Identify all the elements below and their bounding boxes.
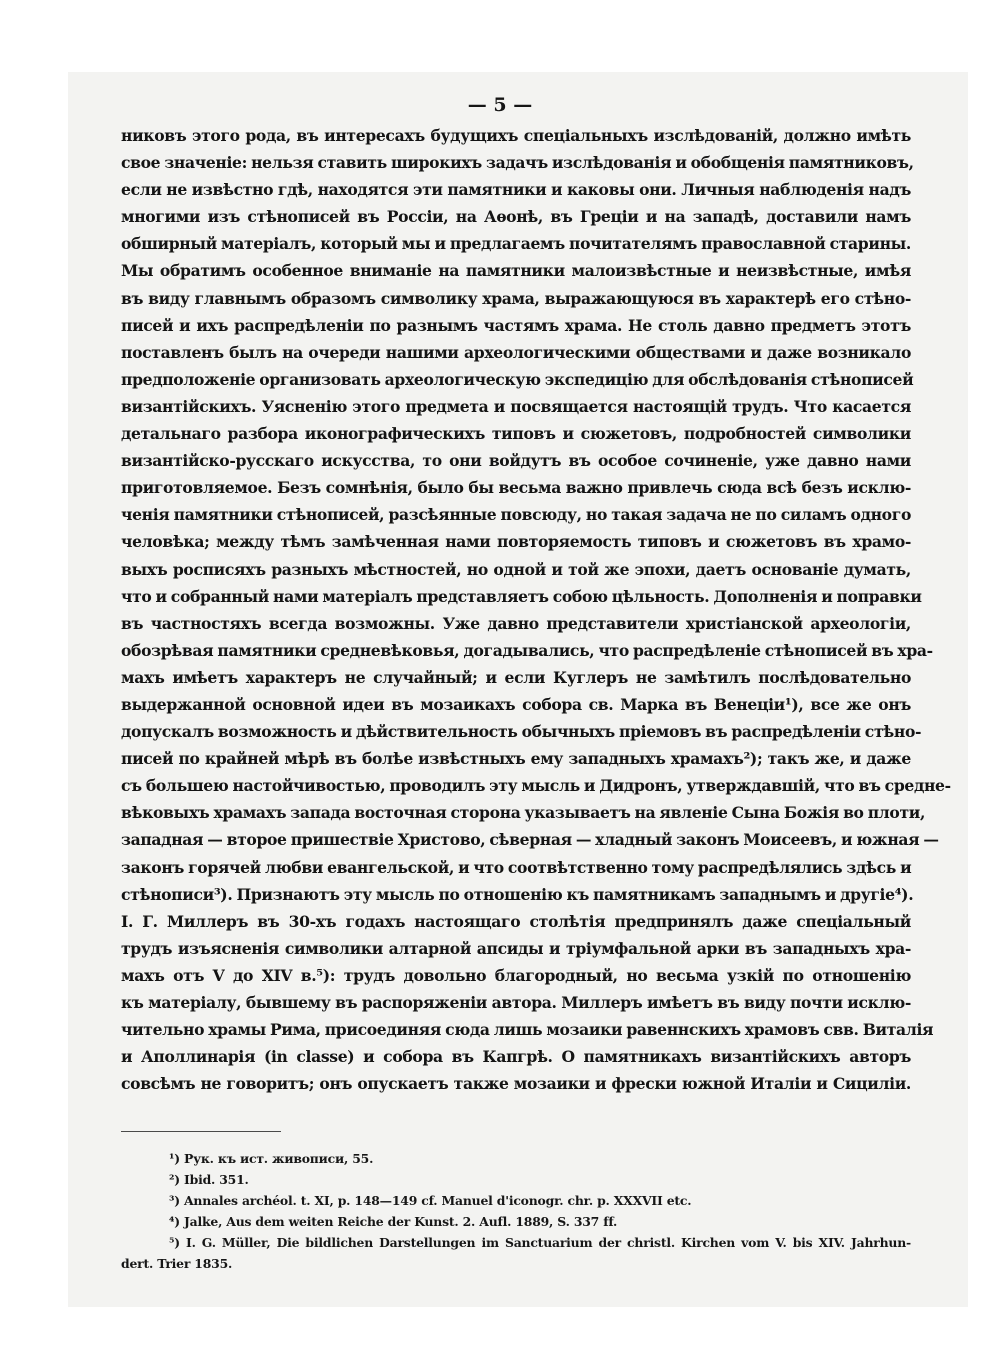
text-line-24: писей по крайней мѣрѣ въ болѣе извѣстныхъ ему западныхъ храмахъ²); такъ же, и даже bbox=[121, 749, 911, 769]
text-line-29: стѣнописи³). Признаютъ эту мысль по отношенію къ памятникамъ западнымъ и другіе⁴). bbox=[121, 884, 914, 904]
footnote-5: ⁵) I. G. Müller, Die bildlichen Darstellungen im Sanctuarium der christl. Kirchen vom V. bis XIV. Jahrhun- bbox=[169, 1235, 911, 1250]
footnote-4: ⁴) Jalke, Aus dem weiten Reiche der Kunst. 2. Aufl. 1889, S. 337 ff. bbox=[169, 1214, 618, 1229]
text-line-6: Мы обратимъ особенное вниманіе на памятники малоизвѣстные и неизвѣстные, имѣя bbox=[121, 261, 911, 281]
footnote-1: ¹) Рук. къ ист. живописи, 55. bbox=[169, 1151, 374, 1166]
text-line-14: приготовляемое. Безъ сомнѣнія, было бы весьма важно привлечь сюда всѣ безъ исклю- bbox=[121, 478, 911, 498]
text-line-13: византійско-русскаго искусства, то они войдутъ въ особое сочиненіе, уже давно нами bbox=[121, 451, 911, 471]
text-line-16: человѣка; между тѣмъ замѣченная нами повторяемость типовъ и сюжетовъ въ храмо- bbox=[121, 532, 911, 552]
text-line-18: что и собранный нами матеріалъ представляетъ собою цѣльность. Дополненія и поправки bbox=[121, 586, 922, 606]
text-line-9: поставленъ былъ на очереди нашими археологическими обществами и даже возникало bbox=[121, 342, 911, 362]
text-line-36: совсѣмъ не говоритъ; онъ опускаетъ также мозаики и фрески южной Италіи и Сициліи. bbox=[121, 1074, 911, 1094]
text-line-33: къ матеріалу, бывшему въ распоряженіи автора. Миллеръ имѣетъ въ виду почти исклю- bbox=[121, 993, 911, 1012]
text-line-31: трудъ изъясненія символики алтарной апсиды и тріумфальной арки въ западныхъ хра- bbox=[121, 938, 911, 958]
text-line-17: выхъ росписяхъ разныхъ мѣстностей, но одной и той же эпохи, даетъ основаніе думать, bbox=[121, 559, 911, 579]
text-line-32: махъ отъ V до XIV в.⁵): трудъ довольно благородный, но весьма узкій по отношенію bbox=[121, 965, 911, 985]
footnote-3: ³) Annales archéol. t. XI, p. 148—149 cf. Manuel d'iconogr. chr. p. XXXVII etc. bbox=[169, 1193, 692, 1208]
text-line-25: съ большею настойчивостью, проводилъ эту мысль и Дидронъ, утверждавшій, что въ средне- bbox=[121, 776, 951, 796]
text-line-26: вѣковыхъ храмахъ запада восточная сторона указываетъ на явленіе Сына Божія во плоти, bbox=[121, 803, 926, 823]
footnote-2: ²) Ibid. 351. bbox=[169, 1172, 249, 1187]
text-line-20: обозрѣвая памятники средневѣковья, догадывались, что распредѣленіе стѣнописей въ хра- bbox=[121, 640, 933, 660]
footnotes bbox=[121, 1148, 911, 1274]
text-line-4: многими изъ стѣнописей въ Россіи, на Аѳонѣ, въ Греціи и на западѣ, доставили намъ bbox=[121, 207, 911, 227]
text-line-3: если не извѣстно гдѣ, находятся эти памятники и каковы они. Личныя наблюденія надъ bbox=[121, 180, 911, 200]
text-line-11: византійскихъ. Уясненію этого предмета и посвящается настоящій трудъ. Что касается bbox=[121, 396, 911, 416]
text-line-12: детальнаго разбора иконографическихъ типовъ и сюжетовъ, подробностей символики bbox=[121, 424, 911, 444]
text-line-5: обширный матеріалъ, который мы и предлагаемъ почитателямъ православной старины. bbox=[121, 234, 911, 254]
footnote-5-continuation: dert. Trier 1835. bbox=[121, 1256, 233, 1271]
page-number: — 5 — bbox=[467, 94, 533, 116]
text-line-15: ченія памятники стѣнописей, разсѣянные повсюду, но такая задача не по силамъ одного bbox=[121, 505, 911, 525]
footnote-separator bbox=[121, 1131, 281, 1132]
text-line-2: свое значеніе: нельзя ставить широкихъ задачъ изслѣдованія и обобщенія памятниковъ, bbox=[121, 153, 914, 173]
text-line-7: въ виду главнымъ образомъ символику храма, выражающуюся въ характерѣ его стѣно- bbox=[121, 288, 911, 308]
text-line-8: писей и ихъ распредѣленіи по разнымъ частямъ храма. Не столь давно предметъ этотъ bbox=[121, 315, 911, 335]
text-line-28: законъ горячей любви евангельской, и что соотвѣтственно тому распредѣлялись здѣсь и bbox=[121, 857, 912, 877]
text-line-30: I. Г. Миллеръ въ 30-хъ годахъ настоящаго столѣтія предпринялъ даже спеціальный bbox=[121, 911, 911, 931]
text-line-23: допускалъ возможность и дѣйствительность обычныхъ пріемовъ въ распредѣленіи стѣно- bbox=[121, 722, 922, 742]
text-line-35: и Аполлинарія (in classe) и собора въ Капгрѣ. О памятникахъ византійскихъ авторъ bbox=[121, 1047, 911, 1067]
text-line-34: чительно храмы Рима, присоединяя сюда лишь мозаики равеннскихъ храмовъ свв. Виталія bbox=[121, 1020, 934, 1040]
text-line-10: предположеніе организовать археологическую экспедицію для обслѣдованія стѣнописей bbox=[121, 369, 914, 389]
text-line-21: махъ имѣетъ характеръ не случайный; и если Куглеръ не замѣтилъ послѣдовательно bbox=[121, 667, 911, 687]
main-paragraph bbox=[121, 122, 951, 1097]
text-line-1: никовъ этого рода, въ интересахъ будущихъ спеціальныхъ изслѣдованій, должно имѣть bbox=[121, 126, 911, 145]
text-line-27: западная — второе пришествіе Христово, сѣверная — хладный законъ Моисеевъ, и южная — bbox=[121, 830, 939, 850]
text-line-19: въ частностяхъ всегда возможны. Уже давно представители христіанской археологіи, bbox=[121, 613, 911, 633]
text-line-22: выдержанной основной идеи въ мозаикахъ собора св. Марка въ Венеціи¹), все же онъ bbox=[121, 694, 911, 714]
